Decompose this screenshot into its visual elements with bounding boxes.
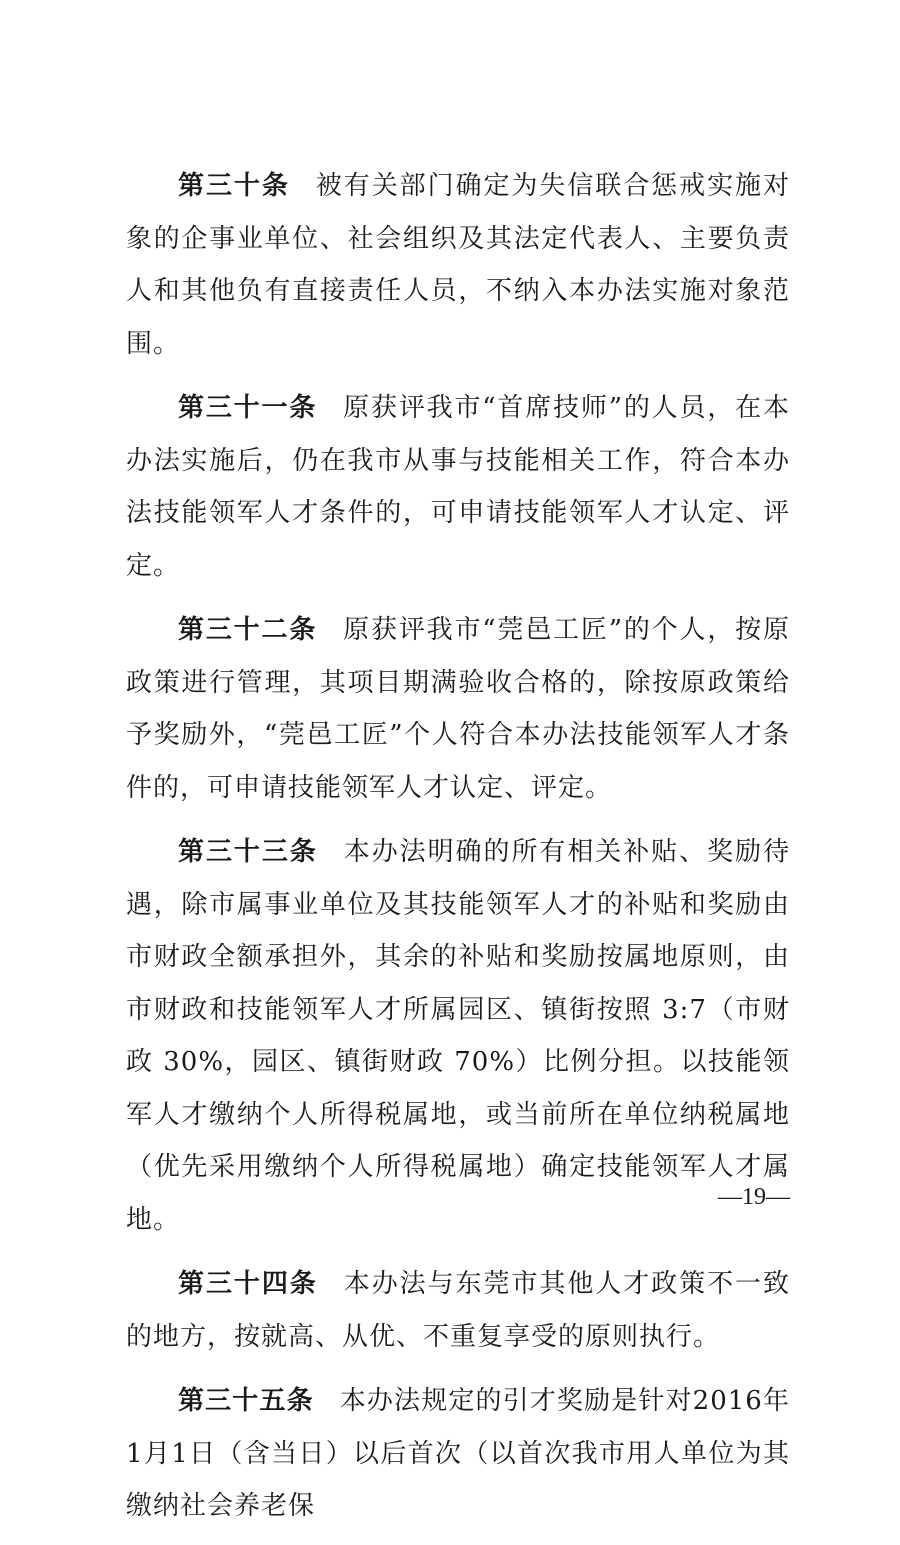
article-text: 原获评我市“首席技师”的人员，在本办法实施后，仍在我市从事与技能相关工作，符合本办法技能领军人才条件的，可申请技能领军人才认定、评定。 <box>126 393 790 581</box>
page-number: —19— <box>718 1184 790 1210</box>
document-body <box>126 160 790 1545</box>
article-number: 第三十三条 <box>178 837 318 867</box>
article-number: 第三十二条 <box>178 615 318 645</box>
article-30 <box>126 160 790 370</box>
article-text: 本办法明确的所有相关补贴、奖励待遇，除市属事业单位及其技能领军人才的补贴和奖励由市财政全额承担外，其余的补贴和奖励按属地原则，由市财政和技能领军人才所属园区、镇街按照 3:7（市财政 30%，园区、镇街财政 70%）比例分担。以技能领军人才缴纳个人所得税属地，或当前所在单位纳税属地（优先采用缴纳个人所得税属地）确定技能领军人才属地。 <box>126 837 790 1235</box>
article-text: 本办法与东莞市其他人才政策不一致的地方，按就高、从优、不重复享受的原则执行。 <box>126 1269 790 1352</box>
article-31 <box>126 382 790 592</box>
article-text: 本办法规定的引才奖励是针对2016年1月1日（含当日）以后首次（以首次我市用人单位为其缴纳社会养老保 <box>126 1386 790 1521</box>
article-32 <box>126 604 790 814</box>
article-35 <box>126 1375 790 1533</box>
article-text: 原获评我市“莞邑工匠”的个人，按原政策进行管理，其项目期满验收合格的，除按原政策给予奖励外，“莞邑工匠”个人符合本办法技能领军人才条件的，可申请技能领军人才认定、评定。 <box>126 615 790 803</box>
article-text: 被有关部门确定为失信联合惩戒实施对象的企事业单位、社会组织及其法定代表人、主要负责人和其他负有直接责任人员，不纳入本办法实施对象范围。 <box>126 171 790 359</box>
article-number: 第三十一条 <box>178 393 318 423</box>
article-number: 第三十五条 <box>178 1386 314 1416</box>
article-number: 第三十四条 <box>178 1269 318 1299</box>
article-33 <box>126 826 790 1246</box>
article-number: 第三十条 <box>178 171 290 201</box>
article-34 <box>126 1258 790 1363</box>
